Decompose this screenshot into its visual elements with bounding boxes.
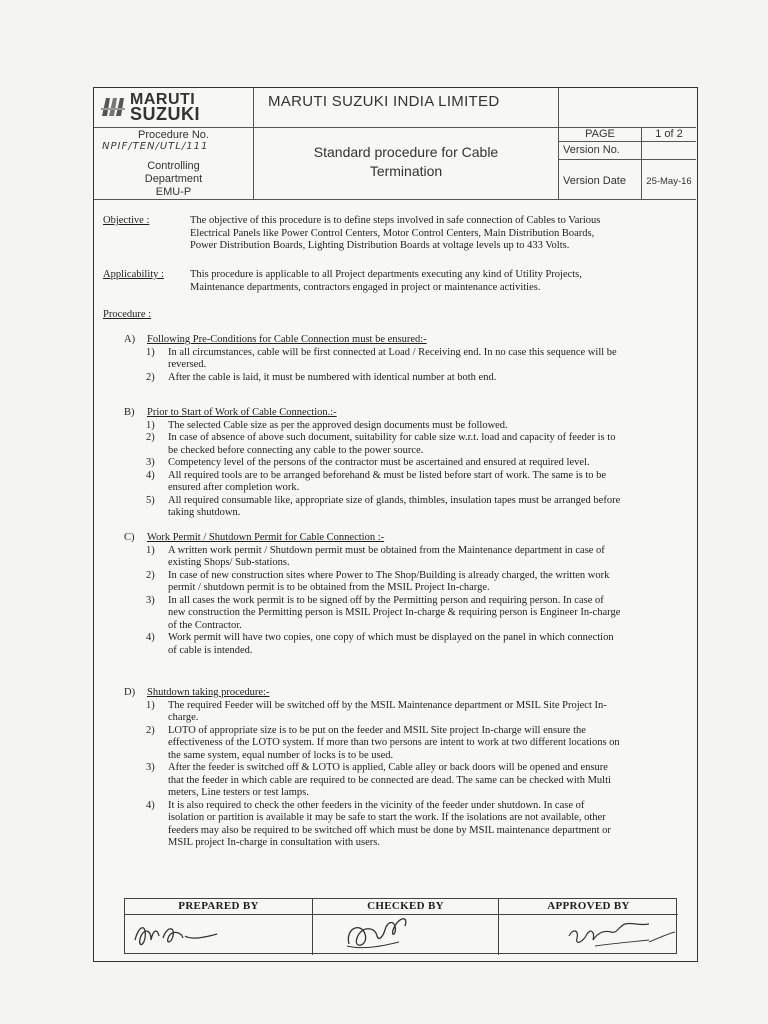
applicability-line: Maintenance departments, contractors engaged in project or maintenance activities. xyxy=(190,281,541,293)
item-line: feeders may also be required to be switched off which must be done by MSIL maintenance department or xyxy=(168,824,611,836)
item-number: 4) xyxy=(146,632,155,643)
procedure-cell xyxy=(94,128,254,200)
item-text xyxy=(168,700,607,725)
item-line: that the feeder in which cable are required to be connected are dead. The same can be checked with Multi xyxy=(168,774,611,786)
item-text xyxy=(168,545,605,570)
item-text xyxy=(168,570,609,595)
item-line: In case of new construction sites where Power to The Shop/Building is already charged, the written work xyxy=(168,569,610,581)
document-header-table xyxy=(94,88,696,200)
logo-word-maruti: MARUTI xyxy=(130,91,196,108)
section-title: Following Pre-Conditions for Cable Connection must be ensured:- xyxy=(147,334,427,345)
item-text xyxy=(168,372,496,385)
blank-header-cell xyxy=(559,88,696,128)
item-text xyxy=(168,495,620,520)
item-line: A written work permit / Shutdown permit must be obtained from the Maintenance department in case of xyxy=(168,544,605,556)
item-number: 1) xyxy=(146,699,155,711)
procedure-item xyxy=(146,372,698,385)
document-title xyxy=(254,143,558,181)
item-text xyxy=(168,420,508,433)
prepared-by-signature xyxy=(125,916,312,954)
item-line: All required consumable like, appropriate size of glands, thimbles, insulation tapes must be arranged before xyxy=(168,494,621,506)
procedure-item xyxy=(146,347,698,372)
item-text xyxy=(168,632,614,657)
checked-by-header: CHECKED BY xyxy=(313,899,498,915)
section-letter: D) xyxy=(124,687,136,698)
section-heading xyxy=(124,407,337,418)
section-letter: A) xyxy=(124,334,136,345)
item-line: In all cases the work permit is to be signed off by the Permitting person and requiring person. In case of xyxy=(168,594,604,606)
checked-by-signature xyxy=(313,916,498,954)
page-value-cell xyxy=(642,128,696,142)
procedure-item xyxy=(146,495,698,520)
item-line: ensured after completion work. xyxy=(168,482,300,493)
item-line: meters, Line testers or test lamps. xyxy=(168,787,309,798)
item-line: charge. xyxy=(168,712,199,723)
item-text xyxy=(168,725,620,763)
logo-cell xyxy=(94,88,254,128)
item-number: 1) xyxy=(146,419,155,431)
controlling-line-1: Controlling xyxy=(147,160,200,172)
title-cell xyxy=(254,128,559,200)
item-line: taking shutdown. xyxy=(168,507,241,518)
objective-line: Power Distribution Boards, Lighting Distribution Boards at voltage levels up to 433 Volts. xyxy=(190,240,570,251)
signature-table xyxy=(124,898,677,954)
controlling-department xyxy=(94,160,253,199)
applicability-text xyxy=(190,269,700,294)
checked-by-column xyxy=(313,899,499,955)
item-line: It is also required to check the other feeders in the vicinity of the feeder under shutdown. In case of xyxy=(168,799,585,811)
section-heading xyxy=(124,532,384,543)
item-line: the same system, equal number of locks is to be used. xyxy=(168,749,394,761)
section-heading xyxy=(124,334,427,345)
section-title: Work Permit / Shutdown Permit for Cable Connection :- xyxy=(147,532,385,543)
company-name: MARUTI SUZUKI INDIA LIMITED xyxy=(268,93,500,110)
item-line: Work permit will have two copies, one copy of which must be displayed on the panel in which connection xyxy=(168,632,614,643)
section-title: Prior to Start of Work of Cable Connection.:- xyxy=(147,407,337,418)
item-text xyxy=(168,432,615,457)
company-cell xyxy=(254,88,559,128)
objective-line: The objective of this procedure is to define steps involved in safe connection of Cables to Various xyxy=(190,215,601,226)
prepared-by-column xyxy=(125,899,313,955)
version-date-label: Version Date xyxy=(563,175,626,187)
procedure-item xyxy=(146,470,698,495)
item-number: 1) xyxy=(146,544,155,556)
objective-line: Electrical Panels like Power Control Centers, Motor Control Centers, Main Distribution Boards, xyxy=(190,227,595,239)
procedure-item xyxy=(146,632,698,657)
page-label: PAGE xyxy=(585,128,615,140)
maruti-suzuki-logo-icon xyxy=(100,94,126,120)
item-number: 3) xyxy=(146,762,155,773)
procedure-number-label: Procedure No. xyxy=(138,129,209,141)
item-line: Competency level of the persons of the contractor must be ascertained and ensured at required level. xyxy=(168,457,590,468)
objective-text xyxy=(190,215,700,253)
approved-by-column xyxy=(499,899,678,955)
item-number: 2) xyxy=(146,569,155,581)
item-line: The required Feeder will be switched off by the MSIL Maintenance department or MSIL Site Project In- xyxy=(168,699,607,711)
item-line: MSIL project In-charge in consultation with users. xyxy=(168,837,380,848)
title-line-2: Termination xyxy=(369,163,443,179)
item-text xyxy=(168,347,617,372)
section-letter: C) xyxy=(124,532,135,543)
procedure-item xyxy=(146,762,698,800)
section-heading xyxy=(124,687,269,698)
item-line: After the cable is laid, it must be numbered with identical number at both end. xyxy=(168,371,497,383)
section-title: Shutdown taking procedure:- xyxy=(147,687,270,698)
item-line: LOTO of appropriate size is to be put on the feeder and MSIL Site project In-charge will ensure the xyxy=(168,724,586,736)
page-value: 1 of 2 xyxy=(655,128,683,140)
procedure-number-handwritten: NPIF/TEN/UTL/111 xyxy=(102,141,209,152)
item-line: existing Shops/ Sub-stations. xyxy=(168,557,290,568)
item-line: In all circumstances, cable will be first connected at Load / Receiving end. In no case this sequence will be xyxy=(168,346,617,358)
approved-by-header: APPROVED BY xyxy=(499,899,678,915)
item-text xyxy=(168,470,606,495)
procedure-item xyxy=(146,595,698,633)
item-number: 4) xyxy=(146,469,155,481)
approved-by-signature xyxy=(499,916,678,954)
procedure-item xyxy=(146,420,698,433)
section-letter: B) xyxy=(124,407,135,418)
item-number: 4) xyxy=(146,799,155,811)
item-number: 3) xyxy=(146,457,155,468)
item-number: 5) xyxy=(146,494,155,506)
procedure-item xyxy=(146,800,698,850)
item-line: The selected Cable size as per the approved design documents must be followed. xyxy=(168,419,508,431)
procedure-item xyxy=(146,570,698,595)
item-number: 1) xyxy=(146,346,155,358)
item-line: be checked before connecting any cable to the power source. xyxy=(168,444,424,456)
item-text xyxy=(168,457,590,470)
logo-word-suzuki: SUZUKI xyxy=(130,104,200,124)
controlling-line-3: EMU-P xyxy=(155,186,192,198)
procedure-item xyxy=(146,457,698,470)
item-line: of the Contractor. xyxy=(168,619,242,631)
version-label: Version No. xyxy=(563,144,620,156)
controlling-line-2: Department xyxy=(144,173,203,185)
item-line: permit / shutdown permit is to be obtained from the MSIL Project In-charge. xyxy=(168,582,490,593)
item-line: After the feeder is switched off & LOTO is applied, Cable alley or back doors will be opened and ensure xyxy=(168,762,608,773)
document-page xyxy=(93,87,698,962)
item-line: In case of absence of above such document, suitability for cable size w.r.t. load and capacity of feeder is to xyxy=(168,432,616,443)
prepared-by-header: PREPARED BY xyxy=(125,899,312,915)
item-number: 2) xyxy=(146,371,155,383)
procedure-item xyxy=(146,432,698,457)
item-text xyxy=(168,595,620,633)
company-logo xyxy=(100,92,200,122)
item-number: 2) xyxy=(146,432,155,443)
item-text xyxy=(168,800,611,850)
title-line-1: Standard procedure for Cable xyxy=(313,144,499,160)
item-line: reversed. xyxy=(168,359,207,370)
applicability-label: Applicability : xyxy=(103,269,164,280)
item-line: All required tools are to be arranged beforehand & must be listed before start of work. The same is to be xyxy=(168,469,607,481)
item-number: 2) xyxy=(146,724,155,736)
version-date-value-cell xyxy=(642,160,696,200)
page-label-cell xyxy=(559,128,642,142)
procedure-label: Procedure : xyxy=(103,309,152,320)
procedure-item xyxy=(146,700,698,725)
version-label-cell xyxy=(559,142,642,160)
version-date-value: 25-May-16 xyxy=(646,176,692,187)
item-number: 3) xyxy=(146,594,155,606)
procedure-item xyxy=(146,545,698,570)
procedure-item xyxy=(146,725,698,763)
item-line: isolation or partition is available it may be safe to start the work. If the isolations are not available, other xyxy=(168,812,606,823)
objective-label: Objective : xyxy=(103,215,150,226)
item-line: new construction the Permitting person is MSIL Project In-charge & requiring person is Engineer In-charge xyxy=(168,607,621,618)
version-date-label-cell xyxy=(559,160,642,200)
item-line: effectiveness of the LOTO system. If more than two persons are intent to work at two different locations on xyxy=(168,737,620,748)
applicability-line: This procedure is applicable to all Project departments executing any kind of Utility Projects, xyxy=(190,269,582,280)
version-value-cell xyxy=(642,142,696,160)
item-line: of cable is intended. xyxy=(168,644,253,656)
item-text xyxy=(168,762,611,800)
